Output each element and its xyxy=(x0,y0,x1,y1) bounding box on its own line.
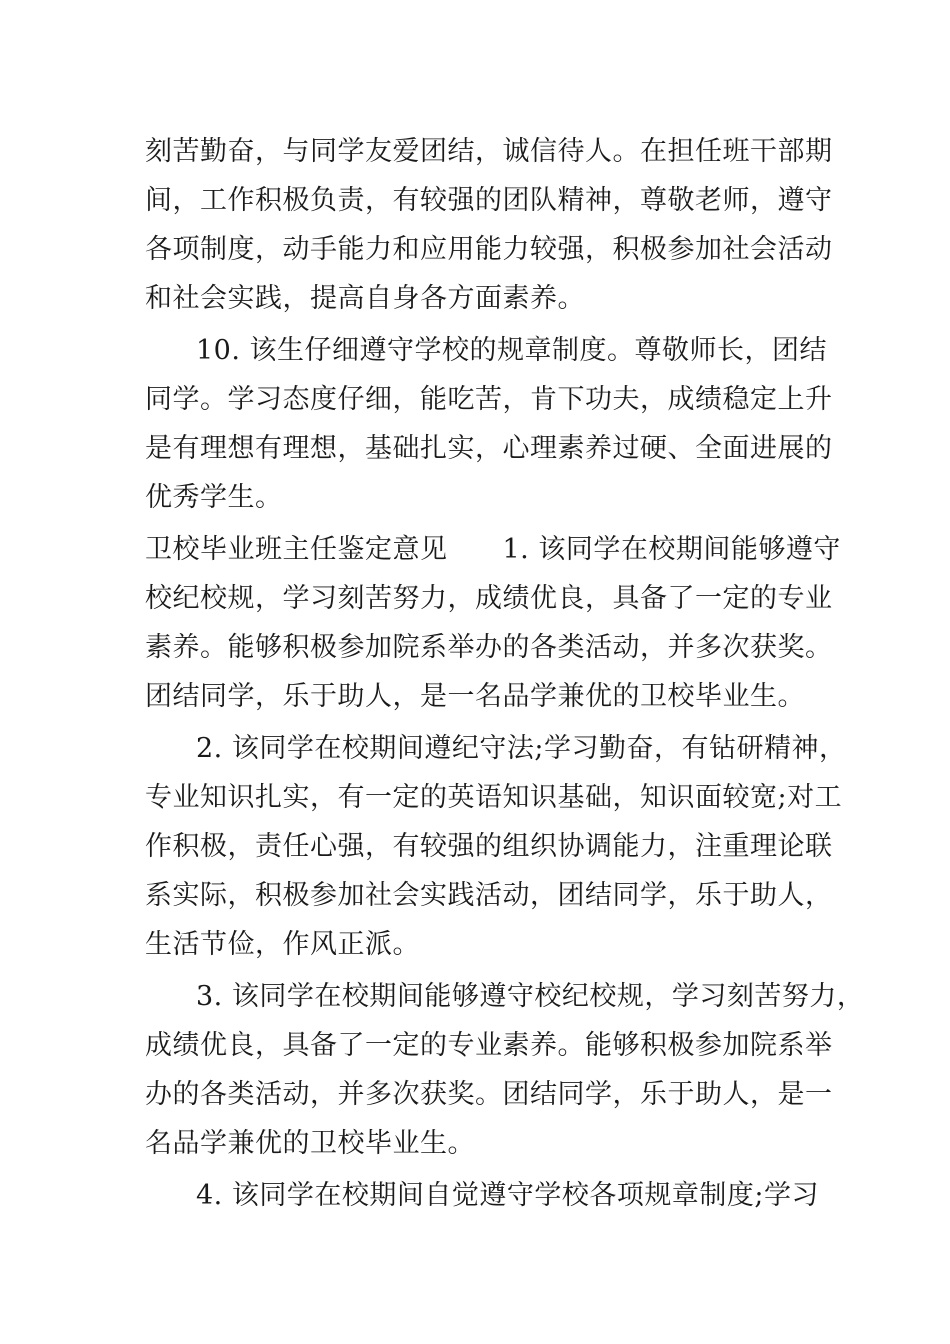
text-line: 生活节俭，作风正派。 xyxy=(145,929,420,960)
text-line: 成绩优良，具备了一定的专业素养。能够积极参加院系举 xyxy=(145,1030,833,1061)
text-line: 团结同学，乐于助人，是一名品学兼优的卫校毕业生。 xyxy=(145,681,805,712)
text-line: 名品学兼优的卫校毕业生。 xyxy=(145,1128,475,1159)
paragraph-4-first-line: 4. 该同学在校期间自觉遵守学校各项规章制度;学习 xyxy=(196,1180,819,1211)
text-line: 校纪校规，学习刻苦努力，成绩优良，具备了一定的专业 xyxy=(145,583,833,614)
text-line: 和社会实践，提高自身各方面素养。 xyxy=(145,283,585,314)
section-heading-line: 卫校毕业班主任鉴定意见 1. 该同学在校期间能够遵守 xyxy=(145,534,841,565)
text-line: 素养。能够积极参加院系举办的各类活动，并多次获奖。 xyxy=(145,632,833,663)
paragraph-10-first-line: 10. 该生仔细遵守学校的规章制度。尊敬师长，团结 xyxy=(196,335,828,366)
text-line: 各项制度，动手能力和应用能力较强，积极参加社会活动 xyxy=(145,234,833,265)
text-line: 作积极，责任心强，有较强的组织协调能力，注重理论联 xyxy=(145,831,833,862)
text-line: 间，工作积极负责，有较强的团队精神，尊敬老师，遵守 xyxy=(145,185,833,216)
text-line: 专业知识扎实，有一定的英语知识基础，知识面较宽;对工 xyxy=(145,782,843,813)
text-line: 刻苦勤奋，与同学友爱团结，诚信待人。在担任班干部期 xyxy=(145,136,833,167)
paragraph-3-first-line: 3. 该同学在校期间能够遵守校纪校规，学习刻苦努力， xyxy=(196,981,865,1012)
text-line: 是有理想有理想，基础扎实，心理素养过硬、全面进展的 xyxy=(145,433,833,464)
text-line: 办的各类活动，并多次获奖。团结同学，乐于助人，是一 xyxy=(145,1079,833,1110)
paragraph-2-first-line: 2. 该同学在校期间遵纪守法;学习勤奋，有钻研精神， xyxy=(196,733,847,764)
text-line: 优秀学生。 xyxy=(145,482,283,513)
text-line: 系实际，积极参加社会实践活动，团结同学，乐于助人， xyxy=(145,880,833,911)
text-line: 同学。学习态度仔细，能吃苦，肯下功夫，成绩稳定上升 xyxy=(145,384,833,415)
